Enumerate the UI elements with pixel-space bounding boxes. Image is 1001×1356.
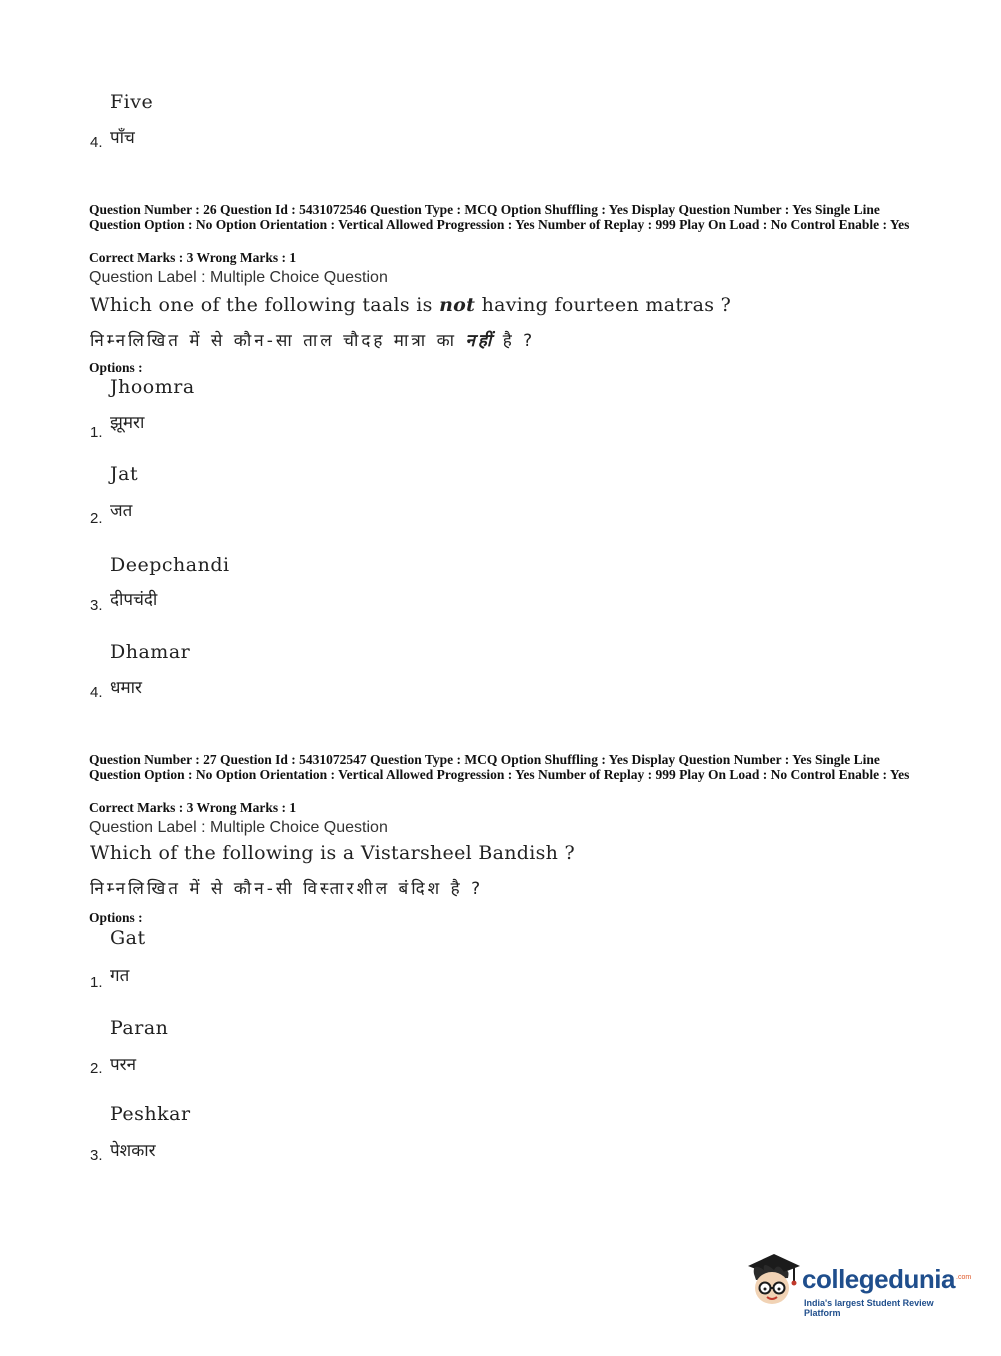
q27-option-2-number: 2. (90, 1060, 103, 1077)
q27-option-1-hi: गत (110, 966, 130, 986)
q27-option-3-number: 3. (90, 1147, 103, 1164)
q26-option-2-en: Jat (110, 463, 139, 485)
q27-option-2-en: Paran (110, 1017, 169, 1039)
prev-option-en: Five (110, 91, 154, 113)
q26-question-en: Which one of the following taals is not having fourteen matras ? (90, 294, 732, 316)
q26-option-3-number: 3. (90, 597, 103, 614)
q27-meta: Question Number : 27 Question Id : 5431072547 Question Type : MCQ Option Shuffling : Yes Display Question Number : Yes Single Line Question Option : No Option Orientation : Vertical Allowed Progression : Yes Number of Replay : 999 Play On Load : No Control Enable : Yes (89, 752, 910, 782)
q26-meta: Question Number : 26 Question Id : 5431072546 Question Type : MCQ Option Shuffling : Yes Display Question Number : Yes Single Line Question Option : No Option Orientation : Vertical Allowed Progression : Yes Number of Replay : 999 Play On Load : No Control Enable : Yes (89, 202, 910, 232)
q26-option-1-en: Jhoomra (110, 376, 195, 398)
q27-option-1-number: 1. (90, 974, 103, 991)
q27-option-3-hi: पेशकार (110, 1141, 156, 1161)
logo-tagline: India's largest Student Review Platform (804, 1298, 934, 1318)
q26-option-3-hi: दीपचंदी (110, 590, 158, 610)
q26-option-1-number: 1. (90, 424, 103, 441)
q26-option-4-hi: धमार (110, 678, 142, 698)
prev-option-number: 4. (90, 134, 103, 151)
q27-question-hi: निम्नलिखित में से कौन-सी विस्तारशील बंदिश है ? (90, 879, 484, 899)
q26-option-2-number: 2. (90, 510, 103, 527)
q26-label: Question Label : Multiple Choice Question (89, 269, 388, 286)
prev-option-hi: पाँच (110, 128, 135, 148)
q26-option-4-en: Dhamar (110, 641, 191, 663)
logo-com: .com (956, 1274, 972, 1281)
q27-question-en: Which of the following is a Vistarsheel Bandish ? (90, 842, 576, 864)
collegedunia-logo[interactable] (742, 1248, 972, 1320)
q27-option-2-hi: परन (110, 1055, 137, 1075)
student-mascot-icon (742, 1248, 802, 1310)
q26-option-1-hi: झूमरा (110, 413, 145, 433)
q26-option-4-number: 4. (90, 684, 103, 701)
q26-options-heading: Options : (89, 360, 143, 375)
q26-question-hi: निम्नलिखित में से कौन-सा ताल चौदह मात्रा का नहीं है ? (90, 331, 536, 351)
q26-option-3-en: Deepchandi (110, 554, 230, 576)
logo-wordmark: collegedunia (802, 1264, 955, 1294)
q26-option-2-hi: जत (110, 501, 133, 521)
q27-marks: Correct Marks : 3 Wrong Marks : 1 (89, 800, 297, 815)
q27-option-1-en: Gat (110, 927, 146, 949)
q27-option-3-en: Peshkar (110, 1103, 191, 1125)
q27-label: Question Label : Multiple Choice Question (89, 819, 388, 836)
q27-options-heading: Options : (89, 910, 143, 925)
q26-marks: Correct Marks : 3 Wrong Marks : 1 (89, 250, 297, 265)
